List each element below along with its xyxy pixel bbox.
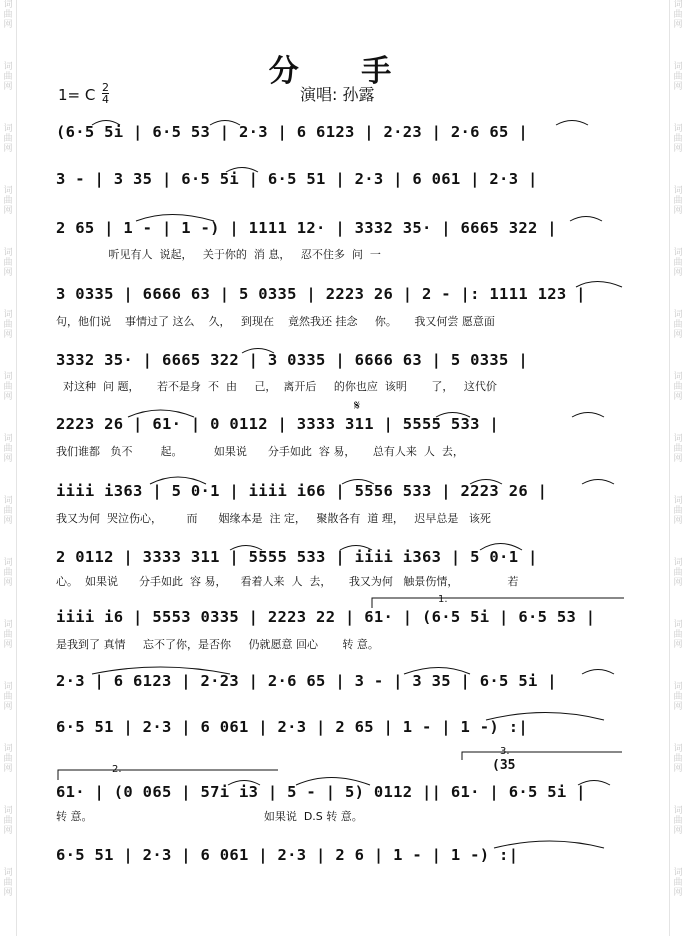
watermark-text: 词曲网 <box>673 310 683 340</box>
score-line-2: 3 - | 3 35 | 6·5 5i | 6·5 51 | 2·3 | 6 061 | 2·3 | <box>56 170 538 188</box>
watermark-text: 词曲网 <box>673 868 683 898</box>
watermark-text: 词曲网 <box>3 124 13 154</box>
lyrics-line-6: 我们谁都 负不 起。 如果说 分手如此 容 易， 总有人来 人 去， <box>56 445 464 458</box>
lyrics-line-5: 对这种 问 题， 若不是身 不 由 己， 离开后 的你也应 该明 了， 这代价 <box>56 380 497 393</box>
volta-3-label: 3. <box>500 746 510 757</box>
time-signature <box>102 82 109 105</box>
score-line-1: (6·5 5i | 6·5 53 | 2·3 | 6 6123 | 2·23 | 2·6 65 | <box>56 123 528 141</box>
watermark-text: 词曲网 <box>3 806 13 836</box>
score-line-5: 3332 35· | 6665 322 | 3 0335 | 6666 63 | 5 0335 | <box>56 351 528 369</box>
watermark-text: 词曲网 <box>3 496 13 526</box>
watermark-text: 词曲网 <box>673 186 683 216</box>
lyrics-line-3: 听见有人 说起， 关于你的 消 息， 忍不住多 问 一 <box>56 248 381 261</box>
watermark-text: 词曲网 <box>3 744 13 774</box>
song-title: 分 手 <box>268 54 418 89</box>
watermark-text: 词曲网 <box>3 186 13 216</box>
watermark-text: 词曲网 <box>3 62 13 92</box>
score-line-4: 3 0335 | 6666 63 | 5 0335 | 2223 26 | 2 - |: 1111 123 | <box>56 285 586 303</box>
meter-top: 2 <box>102 81 109 94</box>
score-line-13: 6·5 51 | 2·3 | 6 061 | 2·3 | 2 6 | 1 - | 1 -) :| <box>56 846 519 864</box>
key-signature: 1= C <box>58 86 96 104</box>
watermark-text: 词曲网 <box>673 434 683 464</box>
score-line-9: iiii i6 | 5553 0335 | 2223 22 | 61· | (6·5 5i | 6·5 53 | <box>56 608 596 626</box>
watermark-text: 词曲网 <box>3 682 13 712</box>
score-line-6: 2223 26 | 61· | 0 0112 | 3333 311 | 5555 533 | <box>56 415 500 433</box>
singer-credit: 演唱: 孙露 <box>300 85 375 104</box>
watermark-text: 词曲网 <box>3 434 13 464</box>
left-watermark-strip <box>0 0 17 936</box>
watermark-text: 词曲网 <box>673 248 683 278</box>
watermark-text: 词曲网 <box>673 0 683 30</box>
volta-2-bracket <box>58 770 278 780</box>
watermark-text: 词曲网 <box>673 620 683 650</box>
volta-1-bracket <box>372 598 624 608</box>
watermark-text: 词曲网 <box>3 868 13 898</box>
watermark-text: 词曲网 <box>673 372 683 402</box>
lyrics-line-8: 心。 如果说 分手如此 容 易， 看着人来 人 去， 我又为何 触景伤情， 若 <box>56 575 519 588</box>
volta-3-bracket <box>462 752 622 760</box>
score-line-11: 6·5 51 | 2·3 | 6 061 | 2·3 | 2 65 | 1 - | 1 -) :| <box>56 718 528 736</box>
watermark-text: 词曲网 <box>673 682 683 712</box>
meter-bottom: 4 <box>102 93 109 106</box>
watermark-text: 词曲网 <box>673 496 683 526</box>
watermark-text: 词曲网 <box>673 558 683 588</box>
lyrics-line-4: 句，他们说 事情过了 这么 久， 到现在 竟然我还 挂念 你。 我又何尝 愿意面 <box>56 315 495 328</box>
score-line-7: iiii i363 | 5 0·1 | iiii i66 | 5556 533 | 2223 26 | <box>56 482 548 500</box>
lyrics-line-7: 我又为何 哭泣伤心， 而 姻缘本是 注 定， 聚散各有 道 理， 迟早总是 该死 <box>56 512 491 525</box>
watermark-text: 词曲网 <box>3 0 13 30</box>
watermark-text: 词曲网 <box>3 558 13 588</box>
score-line-10: 2·3 | 6 6123 | 2·23 | 2·6 65 | 3 - | 3 35 | 6·5 5i | <box>56 672 557 690</box>
watermark-text: 词曲网 <box>673 744 683 774</box>
lyrics-line-12: 转 意。 如果说 D.S 转 意。 <box>56 810 363 823</box>
watermark-text: 词曲网 <box>673 62 683 92</box>
watermark-text: 词曲网 <box>673 806 683 836</box>
volta-1-label: 1. <box>438 594 448 605</box>
watermark-text: 词曲网 <box>673 124 683 154</box>
watermark-text: 词曲网 <box>3 310 13 340</box>
score-line-3: 2 65 | 1 - | 1 -) | 1111 12· | 3332 35· | 6665 322 | <box>56 219 557 237</box>
watermark-text: 词曲网 <box>3 620 13 650</box>
watermark-text: 词曲网 <box>3 248 13 278</box>
lyrics-line-9: 是我到了 真情 忘不了你，是否你 仍就愿意 回心 转 意。 <box>56 638 379 651</box>
watermark-text: 词曲网 <box>3 372 13 402</box>
right-watermark-strip <box>669 0 686 936</box>
volta-2-label: 2. <box>112 764 122 775</box>
segno-sign: 𝄋 <box>354 398 361 414</box>
score-line-12: 61· | (0 065 | 57i i3 | 5 - | 5) 0112 || 61· | 6·5 5i | <box>56 783 586 801</box>
score-line-8: 2 0112 | 3333 311 | 5555 533 | iiii i363 | 5 0·1 | <box>56 548 538 566</box>
note-35-label: (35 <box>492 758 516 773</box>
